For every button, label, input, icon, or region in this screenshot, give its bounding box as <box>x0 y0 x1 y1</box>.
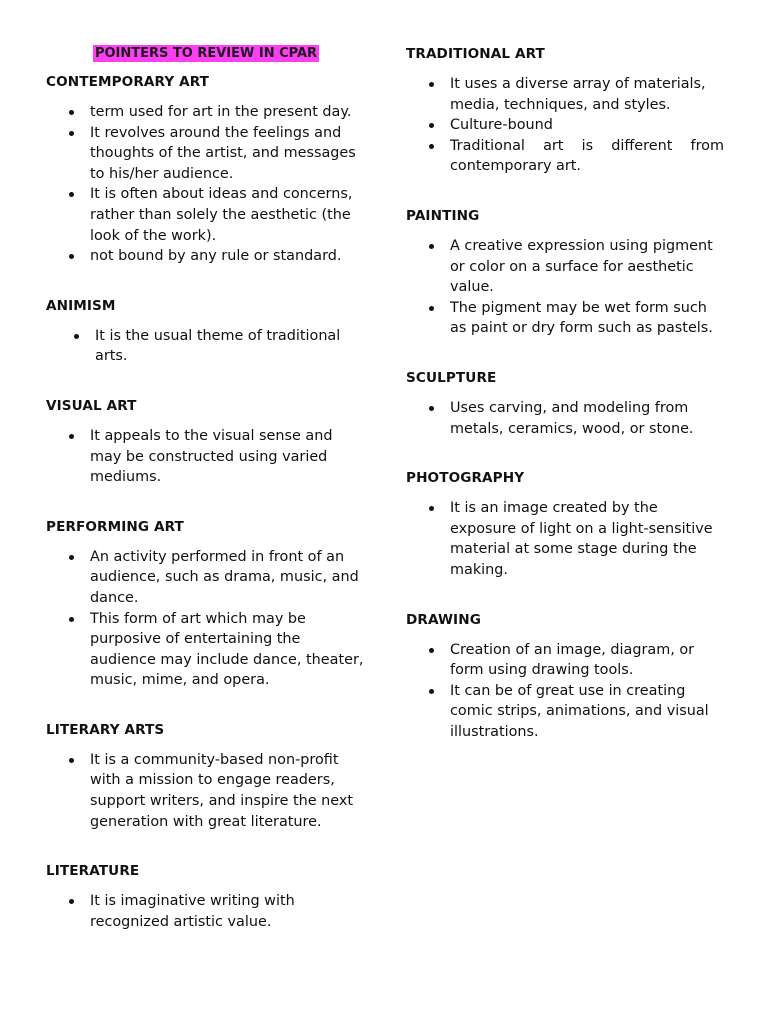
section-heading: PHOTOGRAPHY <box>406 470 525 487</box>
section-heading: DRAWING <box>406 611 481 628</box>
section-literary-arts <box>46 720 366 832</box>
section-drawing <box>406 610 724 743</box>
section-sculpture <box>406 368 724 439</box>
bullet-item: It is an image created by the exposure of light on a light-sensitive material at some stage during the making. <box>406 498 724 580</box>
bullet-list <box>406 236 724 339</box>
bullet-list <box>46 426 366 488</box>
bullet-list <box>46 891 366 932</box>
section-heading: LITERATURE <box>46 863 140 880</box>
bullet-list <box>406 74 724 177</box>
bullet-item: Uses carving, and modeling from metals, ceramics, wood, or stone. <box>406 398 724 439</box>
bullet-item: An activity performed in front of an audience, such as drama, music, and dance. <box>46 547 366 609</box>
bullet-item: It is a community-based non-profit with a mission to engage readers, support writers, and inspire the next generation with great literature. <box>46 750 366 832</box>
section-heading: PAINTING <box>406 207 480 224</box>
section-heading: ANIMISM <box>46 297 116 314</box>
bullet-item: not bound by any rule or standard. <box>46 246 366 267</box>
section-heading: TRADITIONAL ART <box>406 46 545 62</box>
bullet-item: Creation of an image, diagram, or form using drawing tools. <box>406 640 724 681</box>
section-painting <box>406 206 724 339</box>
section-visual-art <box>46 396 366 488</box>
left-column <box>46 44 366 961</box>
document-title <box>46 44 366 64</box>
right-column <box>406 44 724 771</box>
bullet-item: It is the usual theme of traditional arts. <box>46 326 366 367</box>
section-heading: CONTEMPORARY ART <box>46 74 210 90</box>
section-heading: LITERARY ARTS <box>46 721 165 738</box>
section-literature <box>46 861 366 932</box>
bullet-list <box>406 640 724 743</box>
bullet-list <box>46 750 366 832</box>
section-photography <box>406 468 724 580</box>
bullet-item: A creative expression using pigment or color on a surface for aesthetic value. <box>406 236 724 298</box>
bullet-item: It is often about ideas and concerns, rather than solely the aesthetic (the look of the work). <box>46 184 366 246</box>
bullet-item: It uses a diverse array of materials, media, techniques, and styles. <box>406 74 724 115</box>
section-animism <box>46 296 366 367</box>
bullet-item: It revolves around the feelings and thoughts of the artist, and messages to his/her audience. <box>46 123 366 185</box>
section-heading: VISUAL ART <box>46 397 137 414</box>
bullet-item: It appeals to the visual sense and may be constructed using varied mediums. <box>46 426 366 488</box>
section-heading: SCULPTURE <box>406 369 497 386</box>
section-performing-art <box>46 517 366 691</box>
title-highlight: POINTERS TO REVIEW IN CPAR <box>94 46 318 61</box>
bullet-list <box>46 102 366 267</box>
bullet-list <box>406 498 724 580</box>
bullet-item: Culture-bound <box>406 115 724 136</box>
bullet-item: This form of art which may be purposive of entertaining the audience may include dance, theater, music, mime, and opera. <box>46 609 366 691</box>
bullet-item: The pigment may be wet form such as paint or dry form such as pastels. <box>406 298 724 339</box>
section-heading: PERFORMING ART <box>46 518 184 535</box>
bullet-item: It can be of great use in creating comic strips, animations, and visual illustrations. <box>406 681 724 743</box>
bullet-item: Traditional art is different from contemporary art. <box>406 136 724 177</box>
section-traditional-art <box>406 44 724 177</box>
bullet-list <box>46 326 366 367</box>
bullet-list <box>46 547 366 691</box>
bullet-list <box>406 398 724 439</box>
section-contemporary-art <box>46 72 366 267</box>
bullet-item: It is imaginative writing with recognized artistic value. <box>46 891 366 932</box>
bullet-item: term used for art in the present day. <box>46 102 366 123</box>
